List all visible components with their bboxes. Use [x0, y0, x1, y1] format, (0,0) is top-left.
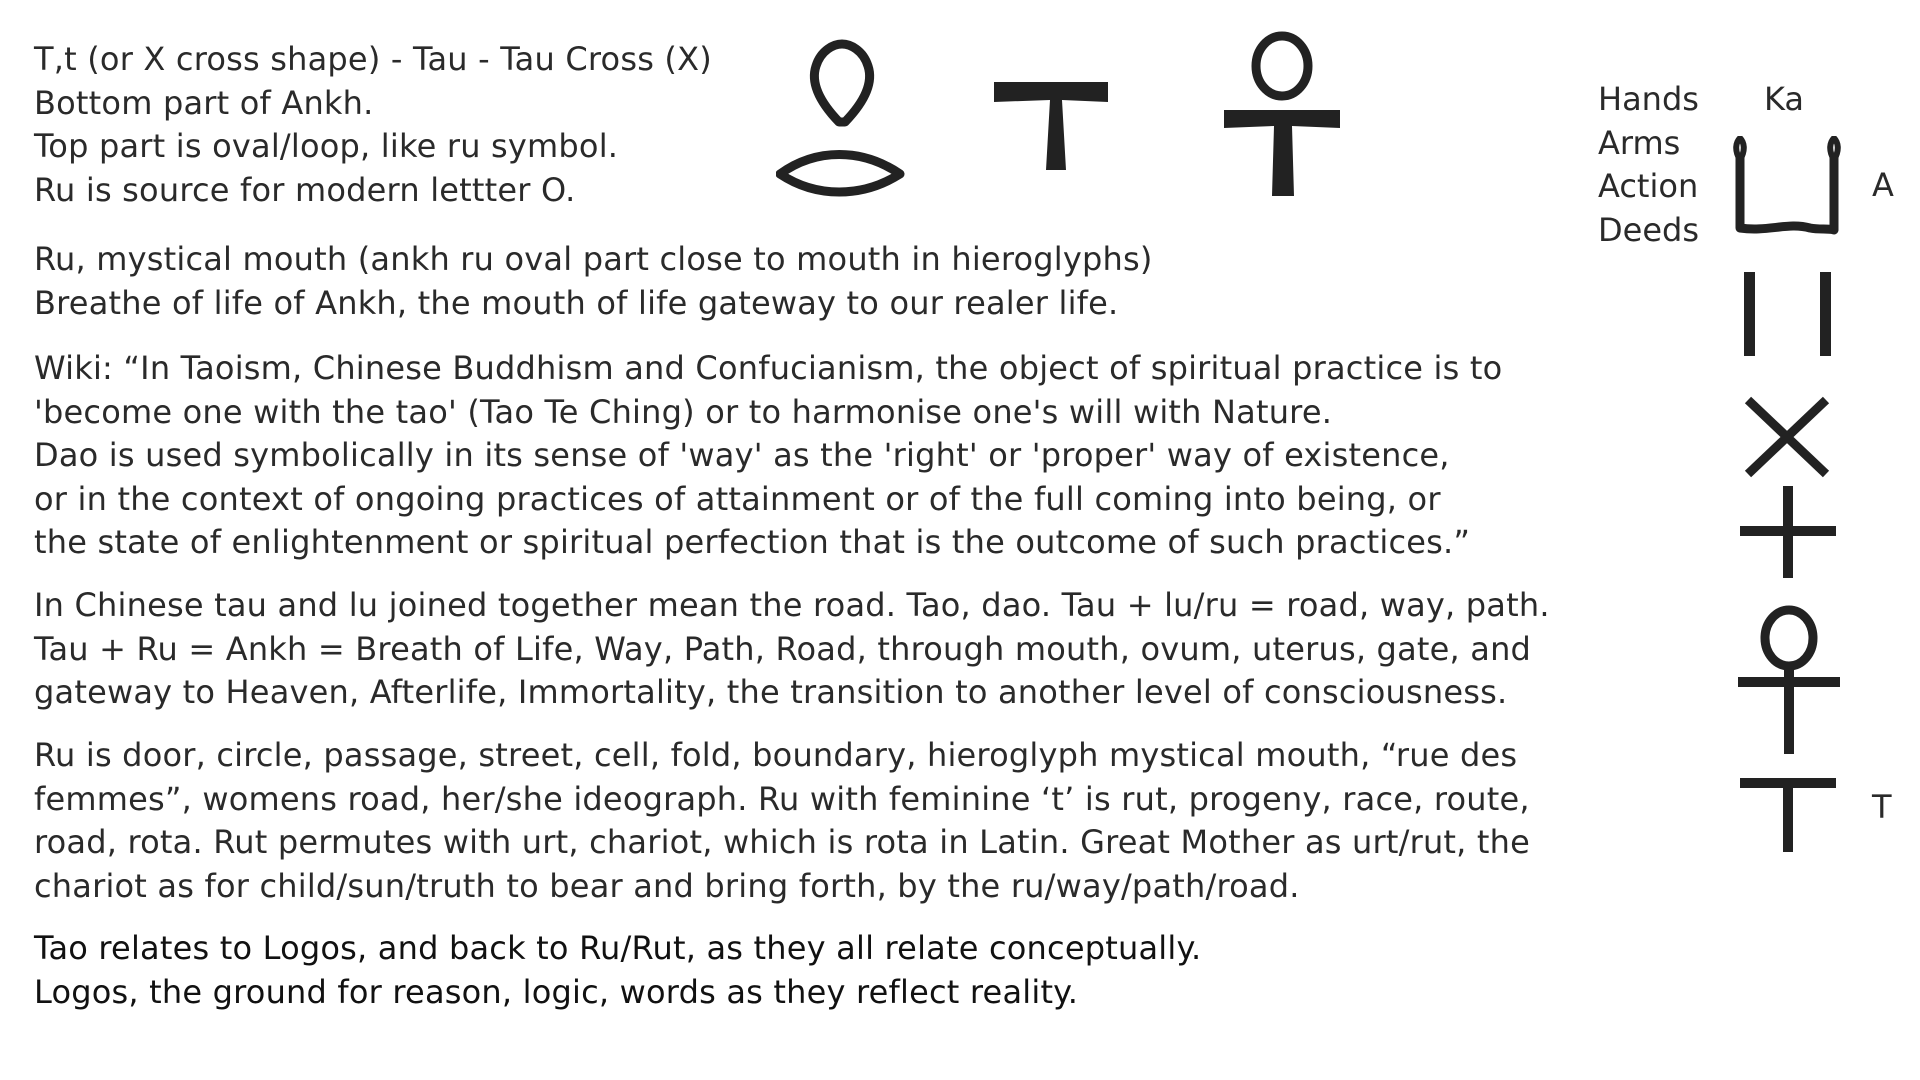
text-line: Bottom part of Ankh. — [34, 83, 374, 122]
list-item: Hands — [1598, 80, 1699, 118]
paragraph-ru-mouth — [34, 238, 1153, 325]
text-line: Wiki: “In Taoism, Chinese Buddhism and Confucianism, the object of spiritual practice is to — [34, 349, 1503, 387]
ankh-icon — [1738, 604, 1840, 754]
text-line: Dao is used symbolically in its sense of 'way' as the 'right' or 'proper' way of existence, — [34, 436, 1450, 474]
text-line: 'become one with the tao' (Tao Te Ching) or to harmonise one's will with Nature. — [34, 392, 1333, 431]
plus-cross-icon — [1740, 486, 1836, 578]
loop-and-mouth-icon — [776, 30, 906, 200]
text-line: Ru is door, circle, passage, street, cell, fold, boundary, hieroglyph mystical mouth, “rue des — [34, 736, 1518, 774]
paragraph-chinese-tau — [34, 584, 1550, 715]
text-line: Ru, mystical mouth (ankh ru oval part close to mouth in hieroglyphs) — [34, 240, 1153, 278]
list-item: Arms — [1598, 123, 1681, 162]
text-line: Tao relates to Logos, and back to Ru/Rut, as they all relate conceptually. — [34, 929, 1202, 967]
text-line: In Chinese tau and lu joined together mean the road. Tao, dao. Tau + lu/ru = road, way, path. — [34, 586, 1550, 624]
text-line: Top part is oval/loop, like ru symbol. — [34, 127, 619, 165]
ka-arms-icon — [1728, 136, 1848, 240]
hands-arms-action-deeds-list — [1598, 78, 1699, 252]
text-line: or in the context of ongoing practices of attainment or of the full coming into being, or — [34, 479, 1441, 518]
text-line: Tau + Ru = Ankh = Breath of Life, Way, Path, Road, through mouth, ovum, uterus, gate, and — [34, 629, 1532, 668]
paragraph-ru-door — [34, 734, 1530, 908]
text-line: chariot as for child/sun/truth to bear and bring forth, by the ru/way/path/road. — [34, 866, 1300, 905]
paragraph-tau-intro — [34, 38, 712, 212]
paragraph-logos — [34, 927, 1201, 1014]
paragraph-wiki-quote — [34, 347, 1502, 565]
text-line: the state of enlightenment or spiritual perfection that is the outcome of such practices.” — [34, 523, 1471, 561]
tau-cross-icon — [1740, 778, 1836, 852]
text-line: Ru is source for modern lettter O. — [34, 170, 576, 209]
a-label: A — [1872, 166, 1894, 204]
parallel-bars-icon — [1740, 270, 1836, 358]
text-line: gateway to Heaven, Afterlife, Immortality, the transition to another level of consciousness. — [34, 673, 1508, 711]
list-item: Deeds — [1598, 210, 1699, 249]
text-line: Breathe of life of Ankh, the mouth of life gateway to our realer life. — [34, 283, 1119, 322]
list-item: Action — [1598, 167, 1699, 205]
x-cross-icon — [1744, 396, 1830, 478]
text-line: road, rota. Rut permutes with urt, chariot, which is rota in Latin. Great Mother as urt/rut, the — [34, 823, 1531, 861]
text-line: femmes”, womens road, her/she ideograph. Ru with feminine ‘t’ is rut, progeny, race, route, — [34, 779, 1530, 818]
tau-cross-icon — [994, 80, 1110, 172]
t-label: T — [1872, 788, 1892, 826]
text-line: Logos, the ground for reason, logic, words as they reflect reality. — [34, 972, 1079, 1011]
text-line: T,t (or X cross shape) - Tau - Tau Cross (X) — [34, 40, 712, 78]
ka-label: Ka — [1764, 80, 1805, 118]
ankh-icon — [1224, 30, 1340, 198]
